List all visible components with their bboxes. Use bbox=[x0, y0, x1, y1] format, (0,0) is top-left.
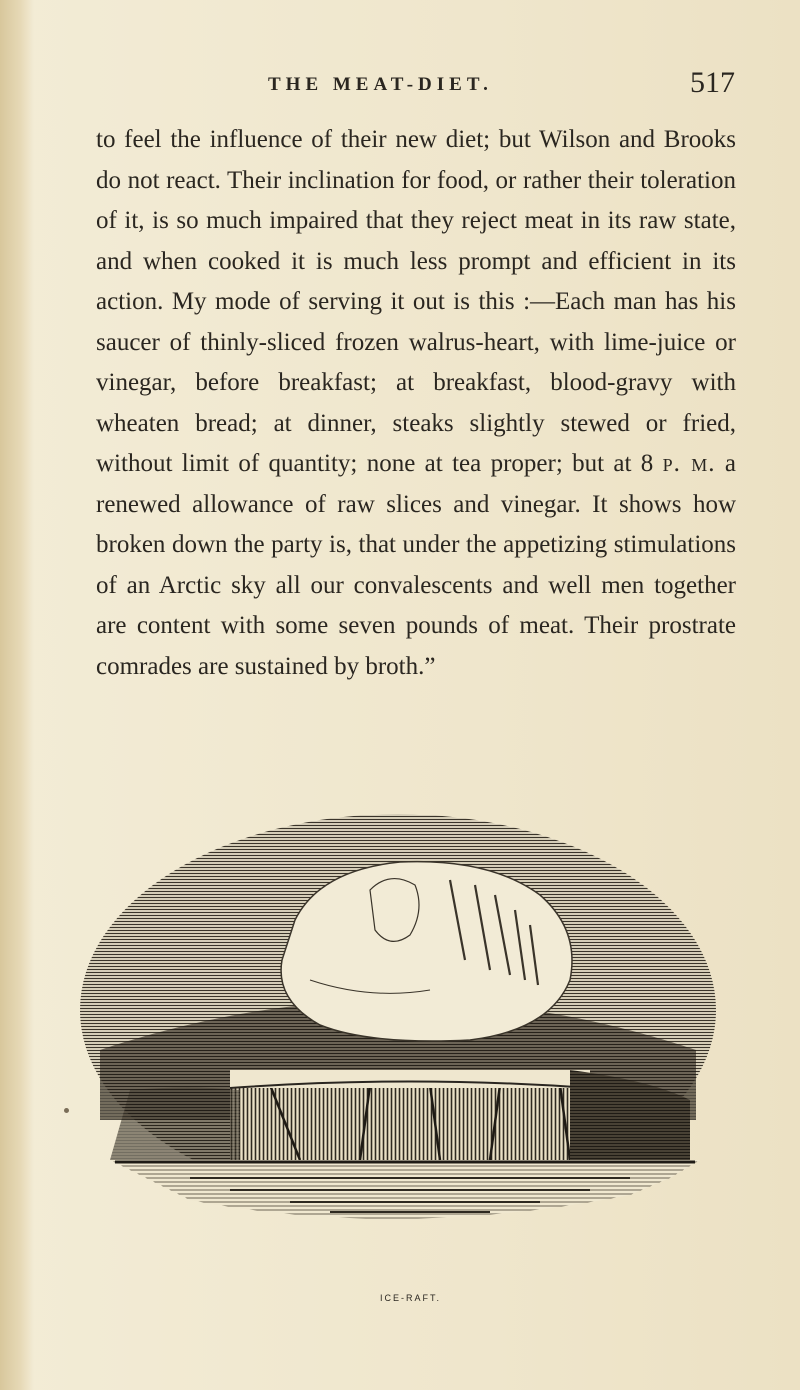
body-text-part-1: to feel the influence of their new diet; but Wilson and Brooks do not react. Their inclination for food, or rather their toleration of it, is so much impaired that they reject meat in its raw state, and when cooked it is much less prompt and efficient in its action. My mode of serving it out is this :—Each man has his saucer of thinly-sliced frozen walrus-heart, with lime-juice or vinegar, before breakfast; at breakfast, blood-gravy with wheaten bread; at dinner, steaks slightly stewed or fried, without limit of quantity; none at tea proper; but at 8 bbox=[96, 126, 736, 477]
ink-speck bbox=[64, 1108, 69, 1113]
running-head: THE MEAT-DIET. bbox=[268, 74, 493, 95]
body-text-part-2: a renewed allowance of raw slices and vinegar. It shows how broken down the party is, that under the appetizing stimulations of an Arctic sky all our convalescents and well men together are content with some seven pounds of meat. Their prostrate comrades are sustained by broth.” bbox=[96, 450, 737, 680]
body-paragraph bbox=[96, 120, 736, 687]
time-abbreviation: p. m. bbox=[662, 450, 716, 477]
page-header bbox=[0, 66, 800, 102]
figure-caption: ICE-RAFT. bbox=[380, 1293, 442, 1303]
iceberg-top bbox=[281, 862, 572, 1041]
page-number: 517 bbox=[690, 66, 735, 99]
page-gutter-shadow bbox=[0, 0, 34, 1390]
ice-raft-illustration bbox=[70, 800, 726, 1260]
